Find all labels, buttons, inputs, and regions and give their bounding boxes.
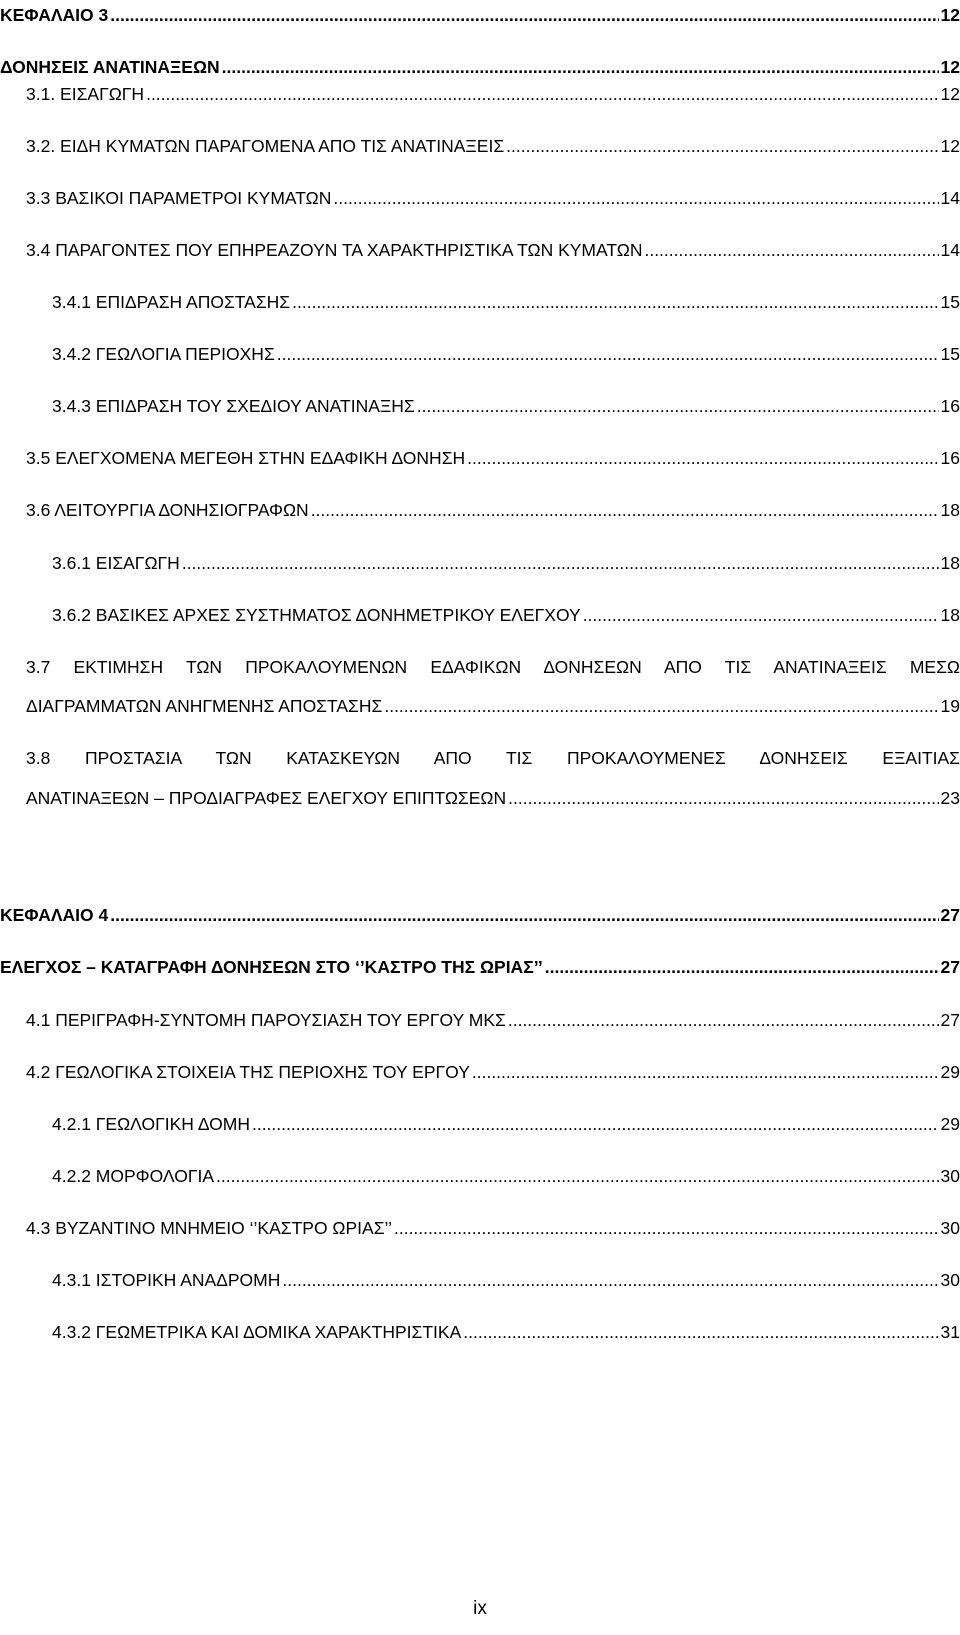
toc-entry-page: 16 (940, 396, 960, 416)
toc-entry-title: 4.3 ΒΥΖΑΝΤΙΝΟ ΜΝΗΜΕΙΟ ‘’ΚΑΣΤΡΟ ΩΡΙΑΣ’’ (26, 1218, 392, 1238)
toc-entry-title: 4.3.1 ΙΣΤΟΡΙΚΗ ΑΝΑΔΡΟΜΗ (52, 1270, 281, 1290)
toc-entry-page: 27 (940, 957, 960, 977)
toc-entry-3-3[interactable] (26, 186, 960, 210)
toc-leader-dots (508, 1008, 939, 1032)
toc-entry-page: 19 (940, 696, 960, 716)
toc-entry-chapter-3[interactable] (0, 3, 960, 27)
toc-leader-dots (110, 903, 938, 927)
toc-entry-4-3-1[interactable] (52, 1268, 960, 1292)
toc-leader-dots (182, 551, 939, 575)
toc-leader-dots (292, 290, 938, 314)
toc-entry-page: 29 (940, 1062, 960, 1082)
toc-entry-page: 18 (940, 553, 960, 573)
toc-leader-dots (583, 603, 939, 627)
toc-entry-3-7[interactable] (26, 694, 960, 718)
toc-entry-title: 4.1 ΠΕΡΙΓΡΑΦΗ-ΣΥΝΤΟΜΗ ΠΑΡΟΥΣΙΑΣΗ ΤΟΥ ΕΡΓΟΥ ΜΚΣ (26, 1010, 506, 1030)
toc-leader-dots (644, 238, 938, 262)
toc-entry-4-2-1[interactable] (52, 1112, 960, 1136)
toc-entry-title: ΚΕΦΑΛΑΙΟ 4 (0, 905, 109, 925)
toc-entry-page: 12 (940, 57, 960, 77)
toc-entry-page: 27 (940, 905, 960, 925)
toc-leader-dots (506, 134, 938, 158)
toc-leader-dots (472, 1060, 939, 1084)
toc-entry-3-2[interactable] (26, 134, 960, 158)
page-number: ix (473, 1598, 487, 1619)
toc-leader-dots (110, 3, 938, 27)
toc-leader-dots (216, 1164, 939, 1188)
toc-entry-title: 4.2.2 ΜΟΡΦΟΛΟΓΙΑ (52, 1166, 215, 1186)
toc-entry-3-4-1[interactable] (52, 290, 960, 314)
toc-entry-page: 12 (940, 5, 960, 25)
toc-entry-title: 3.3 ΒΑΣΙΚΟΙ ΠΑΡΑΜΕΤΡΟΙ ΚΥΜΑΤΩΝ (26, 188, 332, 208)
toc-entry-page: 29 (940, 1114, 960, 1134)
toc-leader-dots (282, 1268, 938, 1292)
toc-entry-4-2[interactable] (26, 1060, 960, 1084)
toc-entry-title: 3.4.3 ΕΠΙΔΡΑΣΗ ΤΟΥ ΣΧΕΔΙΟΥ ΑΝΑΤΙΝΑΞΗΣ (52, 396, 415, 416)
toc-entry-4-3-2[interactable] (52, 1320, 960, 1344)
toc-entry-4-3[interactable] (26, 1216, 960, 1240)
toc-leader-dots (384, 694, 938, 718)
toc-entry-title: ΔΟΝΗΣΕΙΣ ΑΝΑΤΙΝΑΞΕΩΝ (0, 57, 220, 77)
toc-entry-3-6[interactable] (26, 498, 960, 522)
toc-leader-dots (333, 186, 938, 210)
toc-entry-title: 3.7 ΕΚΤΙΜΗΣΗ ΤΩΝ ΠΡΟΚΑΛΟΥΜΕΝΩΝ ΕΔΑΦΙΚΩΝ ΔΟΝΗΣΕΩΝ ΑΠΟ ΤΙΣ ΑΝΑΤΙΝΑΞΕΙΣ ΜΕΣΩ (26, 657, 960, 677)
toc-entry-title: ΚΕΦΑΛΑΙΟ 3 (0, 5, 109, 25)
toc-entry-page: 31 (940, 1322, 960, 1342)
toc-entry-3-8-line1[interactable] (26, 746, 960, 770)
toc-leader-dots (508, 786, 938, 810)
toc-entry-vibration-monitoring[interactable] (0, 955, 960, 979)
toc-entry-3-4[interactable] (26, 238, 960, 262)
toc-entry-page: 14 (940, 188, 960, 208)
toc-entry-page: 12 (940, 136, 960, 156)
toc-entry-title: 3.6.1 ΕΙΣΑΓΩΓΗ (52, 553, 180, 573)
toc-leader-dots (311, 498, 939, 522)
toc-leader-dots (545, 955, 939, 979)
toc-leader-dots (394, 1216, 939, 1240)
toc-leader-dots (417, 394, 939, 418)
toc-entry-3-8[interactable] (26, 786, 960, 810)
toc-leader-dots (277, 342, 939, 366)
toc-entry-page: 15 (940, 292, 960, 312)
toc-entry-page: 23 (940, 788, 960, 808)
toc-entry-title: 3.4.2 ΓΕΩΛΟΓΙΑ ΠΕΡΙΟΧΗΣ (52, 344, 275, 364)
toc-leader-dots (467, 446, 938, 470)
toc-entry-chapter-4[interactable] (0, 903, 960, 927)
toc-entry-page: 15 (940, 344, 960, 364)
toc-entry-title: 3.5 ΕΛΕΓΧΟΜΕΝΑ ΜΕΓΕΘΗ ΣΤΗΝ ΕΔΑΦΙΚΗ ΔΟΝΗΣΗ (26, 448, 466, 468)
toc-entry-title: ΔΙΑΓΡΑΜΜΑΤΩΝ ΑΝΗΓΜΕΝΗΣ ΑΠΟΣΤΑΣΗΣ (26, 696, 383, 716)
toc-entry-3-6-2[interactable] (52, 603, 960, 627)
toc-entry-3-7-line1[interactable] (26, 655, 960, 679)
toc-entry-page: 18 (940, 605, 960, 625)
toc-entry-title: 3.4 ΠΑΡΑΓΟΝΤΕΣ ΠΟΥ ΕΠΗΡΕΑΖΟΥΝ ΤΑ ΧΑΡΑΚΤΗΡΙΣΤΙΚΑ ΤΩΝ ΚΥΜΑΤΩΝ (26, 240, 643, 260)
toc-entry-4-1[interactable] (26, 1008, 960, 1032)
toc-entry-page: 30 (940, 1218, 960, 1238)
toc-entry-3-5[interactable] (26, 446, 960, 470)
toc-entry-page: 14 (940, 240, 960, 260)
toc-entry-title: 4.2 ΓΕΩΛΟΓΙΚΑ ΣΤΟΙΧΕΙΑ ΤΗΣ ΠΕΡΙΟΧΗΣ ΤΟΥ ΕΡΓΟΥ (26, 1062, 470, 1082)
toc-leader-dots (146, 82, 938, 106)
toc-entry-4-2-2[interactable] (52, 1164, 960, 1188)
toc-entry-title: 3.2. ΕΙΔΗ ΚΥΜΑΤΩΝ ΠΑΡΑΓΟΜΕΝΑ ΑΠΟ ΤΙΣ ΑΝΑΤΙΝΑΞΕΙΣ (26, 136, 505, 156)
toc-entry-title: 3.6 ΛΕΙΤΟΥΡΓΙΑ ΔΟΝΗΣΙΟΓΡΑΦΩΝ (26, 500, 309, 520)
toc-entry-title: ΕΛΕΓΧΟΣ – ΚΑΤΑΓΡΑΦΗ ΔΟΝΗΣΕΩΝ ΣΤΟ ‘’ΚΑΣΤΡΟ ΤΗΣ ΩΡΙΑΣ’’ (0, 957, 543, 977)
toc-entry-page: 12 (940, 84, 960, 104)
toc-entry-page: 27 (940, 1010, 960, 1030)
toc-entry-title: 3.1. ΕΙΣΑΓΩΓΗ (26, 84, 145, 104)
toc-leader-dots (222, 55, 939, 79)
toc-entry-title: 3.6.2 ΒΑΣΙΚΕΣ ΑΡΧΕΣ ΣΥΣΤΗΜΑΤΟΣ ΔΟΝΗΜΕΤΡΙΚΟΥ ΕΛΕΓΧΟΥ (52, 605, 581, 625)
toc-entry-page: 30 (940, 1270, 960, 1290)
toc-entry-page: 16 (940, 448, 960, 468)
toc-entry-title: 3.8 ΠΡΟΣΤΑΣΙΑ ΤΩΝ ΚΑΤΑΣΚΕΥΩΝ ΑΠΟ ΤΙΣ ΠΡΟΚΑΛΟΥΜΕΝΕΣ ΔΟΝΗΣΕΙΣ ΕΞΑΙΤΙΑΣ (26, 748, 960, 768)
toc-entry-blast-vibrations[interactable] (0, 55, 960, 79)
toc-entry-3-6-1[interactable] (52, 551, 960, 575)
toc-leader-dots (463, 1320, 938, 1344)
toc-entry-3-4-3[interactable] (52, 394, 960, 418)
toc-entry-page: 30 (940, 1166, 960, 1186)
toc-entry-title: 4.3.2 ΓΕΩΜΕΤΡΙΚΑ ΚΑΙ ΔΟΜΙΚΑ ΧΑΡΑΚΤΗΡΙΣΤΙΚΑ (52, 1322, 462, 1342)
toc-entry-3-1[interactable] (26, 82, 960, 106)
toc-entry-title: 3.4.1 ΕΠΙΔΡΑΣΗ ΑΠΟΣΤΑΣΗΣ (52, 292, 291, 312)
toc-entry-3-4-2[interactable] (52, 342, 960, 366)
toc-leader-dots (252, 1112, 939, 1136)
toc-entry-title: ΑΝΑΤΙΝΑΞΕΩΝ – ΠΡΟΔΙΑΓΡΑΦΕΣ ΕΛΕΓΧΟΥ ΕΠΙΠΤΩΣΕΩΝ (26, 788, 507, 808)
toc-entry-page: 18 (940, 500, 960, 520)
toc-entry-title: 4.2.1 ΓΕΩΛΟΓΙΚΗ ΔΟΜΗ (52, 1114, 250, 1134)
